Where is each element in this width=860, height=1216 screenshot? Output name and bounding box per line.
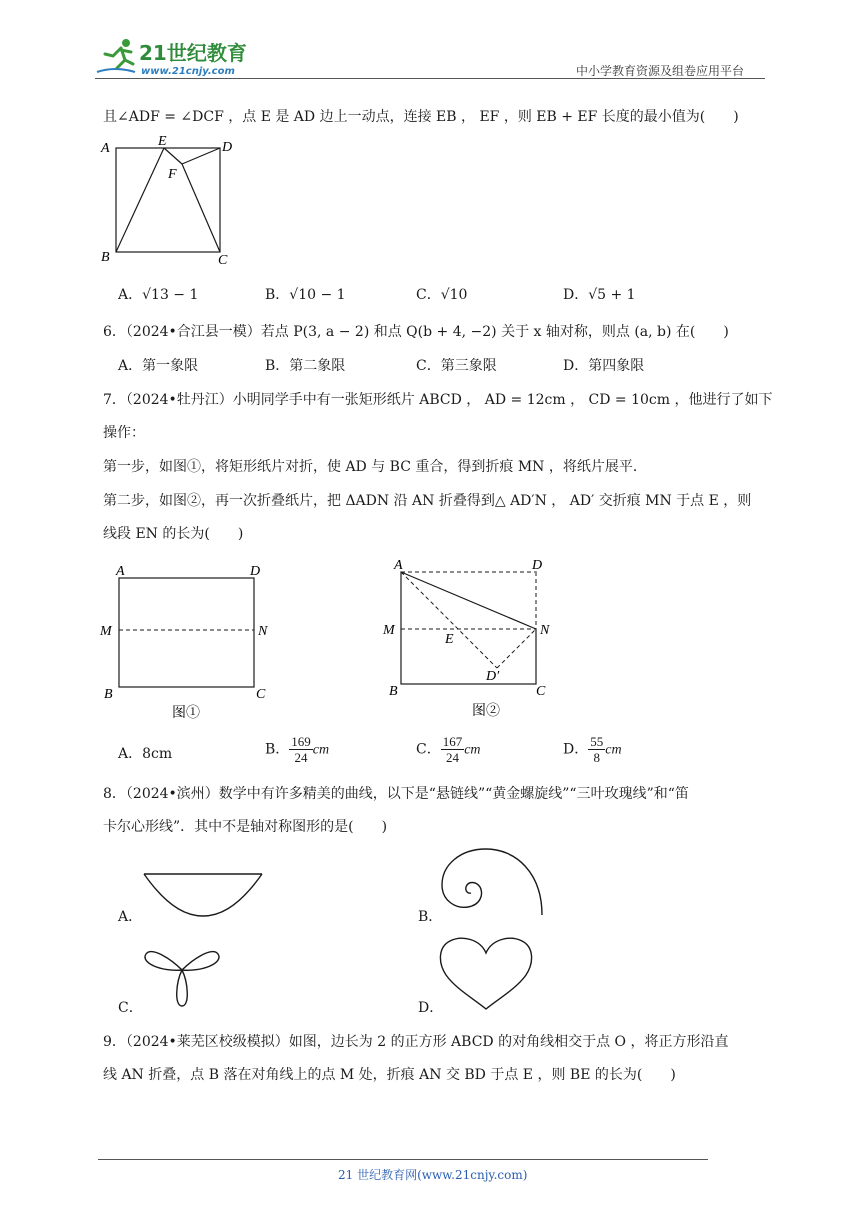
fig2-label-m: M (383, 623, 395, 638)
fig5-label-a: A (101, 141, 110, 156)
fraction-numerator: 55 (590, 734, 604, 749)
fig1-label-m: M (100, 624, 112, 639)
fraction-denominator: 24 (445, 750, 459, 765)
q7-option-b (265, 734, 329, 765)
q6-option-a: A．第一象限 (118, 358, 199, 374)
q7-option-c-fraction (441, 734, 465, 765)
fig1-label-d: D (250, 564, 261, 579)
fig5-label-c: C (218, 253, 228, 268)
q8-option-b-label: B． (418, 909, 443, 925)
unit: cm (464, 742, 481, 758)
cardioid-heart-figure (436, 933, 536, 1013)
q7-step1: 第一步，如图①，将矩形纸片对折，使 AD 与 BC 重合，得到折痕 MN ，将纸片展平． (103, 459, 647, 475)
fig1-caption: 图① (172, 706, 200, 721)
fig5-label-f: F (168, 167, 177, 182)
fig2-label-d-prime: D′ (486, 669, 500, 684)
fig5-label-d: D (222, 140, 233, 155)
logo-url: www.21cnjy.com (141, 66, 235, 77)
q5-option-a: A．√13 − 1 (118, 287, 199, 303)
q7-option-c-prefix: C． (416, 741, 441, 758)
fig2-caption: 图② (472, 704, 500, 719)
q6-stem: 6．（2024•合江县一模）若点 P(3, a − 2) 和点 Q(b + 4, −2) 关于 x 轴对称，则点 (a, b) 在( ) (103, 324, 729, 340)
q5-option-b: B．√10 − 1 (265, 287, 346, 303)
fig1-label-n: N (258, 624, 268, 639)
q5-stem: 且∠ADF = ∠DCF ，点 E 是 AD 边上一动点，连接 EB ， EF ，则 EB + EF 长度的最小值为( ) (103, 109, 739, 125)
q9-line1: 9．（2024•莱芜区校级模拟）如图，边长为 2 的正方形 ABCD 的对角线相交于点 O ，将正方形沿直 (103, 1034, 729, 1050)
q7-step2: 第二步，如图②，再一次折叠纸片，把 ΔADN 沿 AN 折叠得到△ AD′N ， AD′ 交折痕 MN 于点 E ，则 (103, 493, 752, 509)
q8-option-a-label: A． (118, 909, 143, 925)
q6-option-c: C．第三象限 (416, 358, 497, 374)
fraction-numerator: 169 (291, 734, 311, 749)
q8-line2: 卡尔心形线”．其中不是轴对称图形的是( ) (103, 819, 388, 835)
fig2-label-b: B (389, 684, 398, 699)
fig2-label-c: C (536, 684, 546, 699)
fraction-denominator: 24 (294, 750, 308, 765)
q5-figure (98, 134, 238, 268)
fig1-label-b: B (104, 687, 113, 702)
fig5-label-b: B (101, 250, 110, 265)
q5-option-c: C．√10 (416, 287, 468, 303)
fig2-label-a: A (394, 558, 403, 573)
q9-line2: 线 AN 折叠，点 B 落在对角线上的点 M 处，折痕 AN 交 BD 于点 E ，则 BE 的长为( ) (103, 1067, 676, 1083)
fig5-label-e: E (158, 134, 167, 149)
q7-line1: 7．（2024•牡丹江）小明同学手中有一张矩形纸片 ABCD ， AD = 12cm ， CD = 10cm ，他进行了如下 (103, 392, 773, 408)
footer-rule (98, 1159, 708, 1160)
runner-icon (97, 39, 135, 72)
q7-option-d-fraction (588, 734, 605, 765)
fig2-label-d: D (532, 558, 543, 573)
fig2-label-n: N (540, 623, 550, 638)
footer-link[interactable]: 21 世纪教育网(www.21cnjy.com) (338, 1168, 528, 1182)
q5-option-d: D．√5 + 1 (563, 287, 636, 303)
site-logo (95, 36, 255, 78)
q7-option-d-prefix: D． (563, 741, 589, 758)
fraction-denominator: 8 (593, 750, 600, 765)
catenary-curve-figure (140, 866, 270, 922)
golden-spiral-figure (436, 843, 551, 923)
logo-text: 21世纪教育 (139, 41, 247, 65)
fig1-label-a: A (116, 564, 125, 579)
fig1-label-c: C (256, 687, 266, 702)
q8-line1: 8．（2024•滨州）数学中有许多精美的曲线，以下是“悬链线”“黄金螺旋线”“三叶玫瑰线”和“笛 (103, 786, 689, 802)
q7-step3: 线段 EN 的长为( ) (103, 526, 244, 542)
q7-option-c (416, 734, 481, 765)
q7-line2: 操作： (103, 425, 145, 441)
three-leaf-rose-figure (140, 936, 225, 1011)
header-rule (95, 78, 765, 79)
q7-option-a: A．8cm (118, 746, 173, 762)
platform-name: 中小学教育资源及组卷应用平台 (576, 64, 745, 78)
fraction-numerator: 167 (442, 734, 463, 749)
q8-option-d-label: D． (418, 1000, 444, 1016)
unit: cm (312, 742, 330, 758)
q7-figure-2 (380, 553, 560, 723)
q7-option-b-fraction (289, 734, 313, 765)
q7-option-b-prefix: B． (265, 741, 290, 758)
q6-option-d: D．第四象限 (563, 358, 645, 374)
q8-option-c-label: C． (118, 1000, 143, 1016)
unit: cm (605, 742, 622, 758)
fig2-label-e: E (445, 632, 454, 647)
q6-option-b: B．第二象限 (265, 358, 346, 374)
q7-option-d (563, 734, 622, 765)
q7-figure-1 (98, 560, 278, 725)
